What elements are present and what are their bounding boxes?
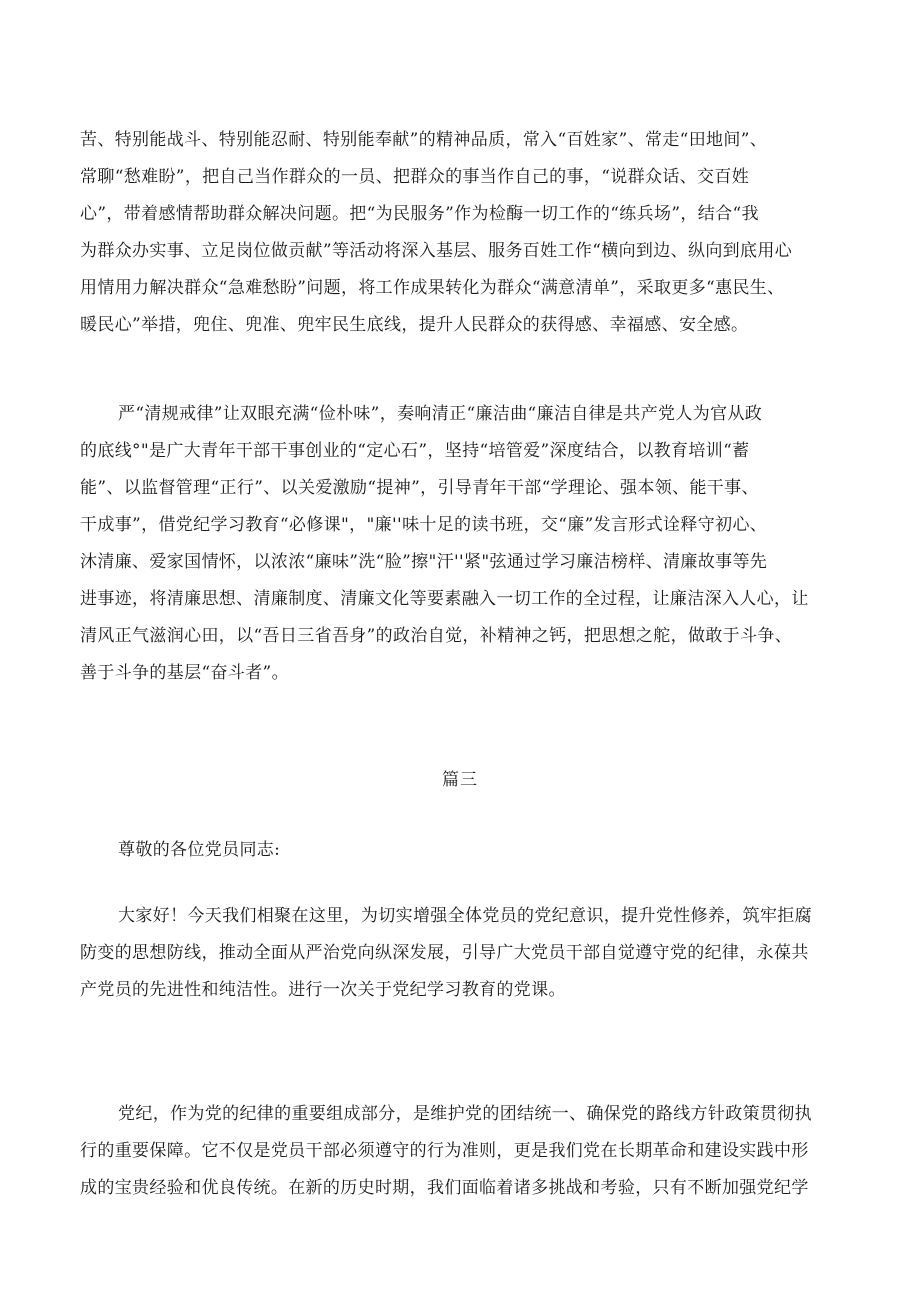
text-line: 行的重要保障。它不仅是党员干部必须遵守的行为准则，更是我们党在长期革命和建设实践中形 [80,1141,809,1161]
text-line: 暖民心”举措，兜住、兜准、兜牢民生底线，提升人民群众的获得感、幸福感、安全感。 [80,315,749,335]
text-line: 苦、特别能战斗、特别能忍耐、特别能奉献”的精神品质，常入“百姓家”、常走“田地间”、 [80,130,768,150]
paragraph-party-discipline [80,1096,848,1207]
paragraph-integrity [80,396,848,692]
paragraph-service-to-people [80,122,848,344]
text-line: 善于斗争的基层“奋斗者”。 [80,663,289,683]
text-line: 进事迹，将清廉思想、清廉制度、清廉文化等要素融入一切工作的全过程，让廉洁深入人心，让 [80,589,809,609]
paragraph-greeting [80,898,848,1009]
salutation [80,832,848,869]
text-line: 心”，带着感情帮助群众解决问题。把“为民服务”作为检酶一切工作的“练兵场”，结合“我 [80,204,759,224]
text-line: 能”、以监督管理“正行”、以关爱激励“提神”，引导青年干部“学理论、强本领、能干事、 [80,478,759,498]
text-line: 产党员的先进性和纯洁性。进行一次关于党纪学习教育的党课。 [80,980,566,1000]
text-line: 党纪，作为党的纪律的重要组成部分，是维护党的团结统一、确保党的路线方针政策贯彻执 [118,1104,812,1124]
text-line: 大家好！今天我们相聚在这里，为切实增强全体党员的党纪意识，提升党性修养，筑牢拒腐 [118,906,812,926]
text-line: 成的宝贵经验和优良传统。在新的历史时期，我们面临着诸多挑战和考验，只有不断加强党纪学 [80,1178,809,1198]
text-line: 为群众办实事、立足岗位做贡献”等活动将深入基层、服务百姓工作“横向到边、纵向到底用心 [80,241,793,261]
section-heading: 篇三 [442,770,478,790]
text-line: 的底线°"是广大青年干部干事创业的“定心石”，坚持“培管爱”深度结合，以教育培训“蓄 [80,441,750,461]
text-line: 常聊“愁难盼”，把自己当作群众的一员、把群众的事当作自己的事，“说群众话、交百姓 [80,167,750,187]
text-line: 严“清规戒律”让双眼充满“俭朴味”，奏响清正“廉洁曲“廉洁自律是共产党人为官从政 [118,404,763,424]
text-line: 防变的思想防线，推动全面从严治党向纵深发展，引导广大党员干部自觉遵守党的纪律，永葆共 [80,943,809,963]
text-line: 用情用力解决群众“急难愁盼”问题，将工作成果转化为群众“满意清单”，采取更多“惠民生、 [80,278,785,298]
text-line: 尊敬的各位党员同志: [118,840,281,860]
text-line: 沐清廉、爱家国情怀，以浓浓“廉味”洗“脸”擦"汗''紧"弦通过学习廉洁榜样、清廉故事等先 [80,552,768,572]
text-line: 干成事”，借党纪学习教育“必修课"，"廉''味十足的读书班，交“廉”发言形式诠释守初心、 [80,515,768,535]
text-line: 清风正气滋润心田，以“吾日三省吾身”的政治自觉，补精神之钙，把思想之舵，做敢于斗争、 [80,626,793,646]
